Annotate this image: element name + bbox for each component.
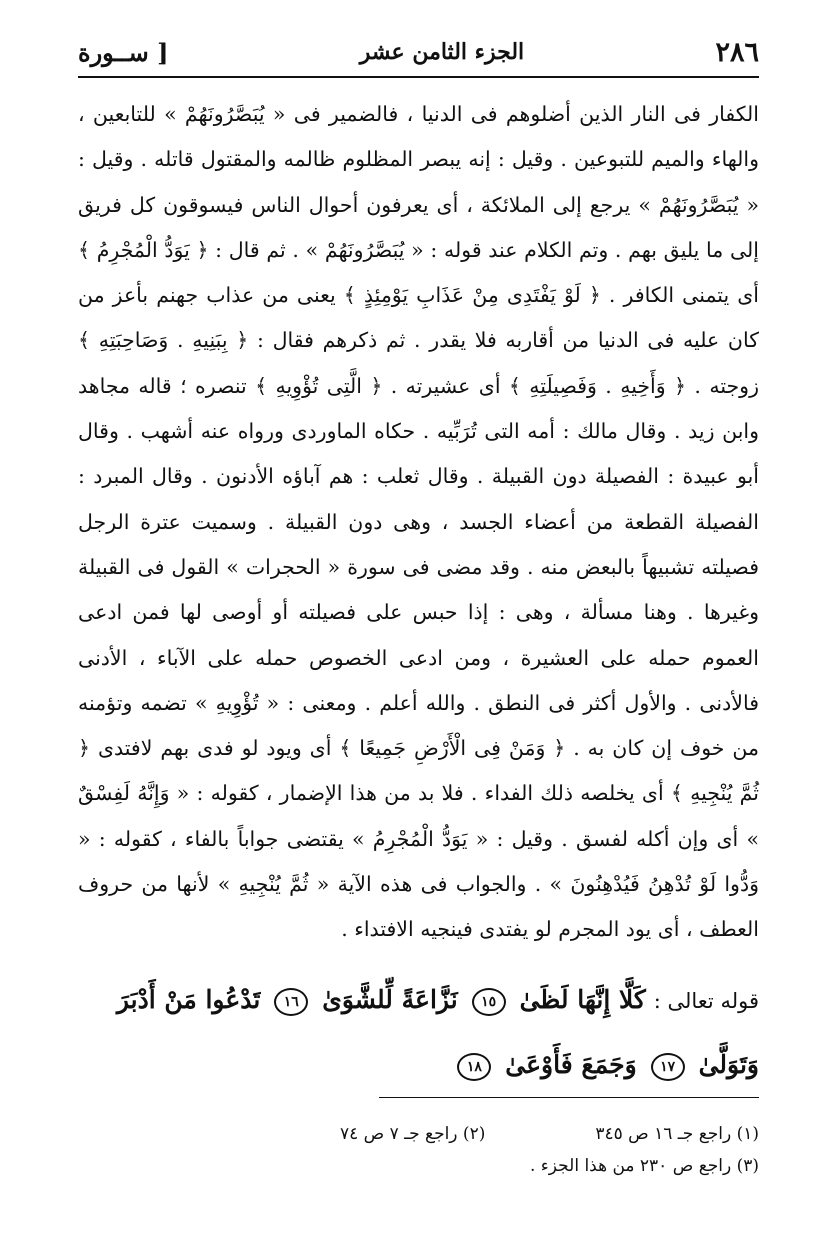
footnotes	[78, 1118, 759, 1182]
footnote-1: (١) راجع جـ ١٦ ص ٣٤٥	[595, 1124, 759, 1144]
page-header	[78, 30, 759, 74]
footnote-divider	[379, 1097, 759, 1098]
commentary-body	[78, 92, 759, 953]
surah-label: [ ســورة	[78, 37, 169, 67]
verse-text-4: وَجَمَعَ فَأَوْعَىٰ	[505, 1050, 637, 1079]
running-title: الجزء الثامن عشر	[359, 39, 525, 65]
ayah-number-marker: ١٨	[457, 1053, 491, 1081]
page-number: ٢٨٦	[715, 36, 759, 68]
header-divider	[78, 76, 759, 78]
verse-text-2: نَزَّاعَةً لِّلشَّوَىٰ	[322, 985, 458, 1014]
commentary-paragraph: الكفار فى النار الذين أضلوهم فى الدنيا ، فالضمير فى « يُبَصَّرُونَهُمْ » للتابعين ، والهاء والميم للتبوعين . وقيل : إنه يبصر المظلوم ظالمه والمقتول قاتله . وقيل : « يُبَصَّرُونَهُمْ » يرجع إلى الملائكة ، أى يعرفون أحوال الناس فيسوقون كل فريق إلى ما يليق بهم . وتم الكلام عند قوله : « يُبَصَّرُونَهُمْ » . ثم قال : ﴿ يَوَدُّ الْمُجْرِمُ ﴾ أى يتمنى الكافر . ﴿ لَوْ يَفْتَدِى مِنْ عَذَابِ يَوْمِئِذٍ ﴾ يعنى من عذاب جهنم بأعز من كان عليه فى الدنيا من أقاربه فلا يقدر . ثم ذكرهم فقال : ﴿ بِبَنِيهِ . وَصَاحِبَتِهِ ﴾ زوجته . ﴿ وَأَخِيهِ . وَفَصِيلَتِهِ ﴾ أى عشيرته . ﴿ الَّتِى تُؤْوِيهِ ﴾ تنصره ؛ قاله مجاهد وابن زيد . وقال مالك : أمه التى تُرَبِّيه . حكاه الماوردى ورواه عنه أشهب . وقال أبو عبيدة : الفصيلة دون القبيلة . وقال ثعلب : هم آباؤه الأدنون . وقال المبرد : الفصيلة القطعة من أعضاء الجسد ، وهى دون القبيلة . وسميت عترة الرجل فصيلته تشبيهاً بالبعض منه . وقد مضى فى سورة « الحجرات » القول فى القبيلة وغيرها . وهنا مسألة ، وهى : إذا حبس على فصيلته أو أوصى لها فمن ادعى العموم حمله على العشيرة ، ومن ادعى الخصوص حمله على الآباء ، الأدنى فالأدنى . والأول أكثر فى النطق . والله أعلم . ومعنى : « تُؤْوِيهِ » تضمه وتؤمنه من خوف إن كان به . ﴿ وَمَنْ فِى الْأَرْضِ جَمِيعًا ﴾ أى ويود لو فدى بهم لافتدى ﴿ ثُمَّ يُنْجِيهِ ﴾ أى يخلصه ذلك الفداء . فلا بد من هذا الإضمار ، كقوله : « وَإِنَّهُ لَفِسْقٌ » أى وإن أكله لفسق . وقيل : « يَوَدُّ الْمُجْرِمُ » يقتضى جواباً بالفاء ، كقوله : « وَدُّوا لَوْ تُدْهِنُ فَيُدْهِنُونَ » . والجواب فى هذه الآية « ثُمَّ يُنْجِيهِ » لأنها من حروف العطف ، أى يود المجرم لو يفتدى فينجيه الافتداء .	[78, 102, 759, 942]
verse-intro: قوله تعالى :	[653, 989, 759, 1013]
ayah-number-marker: ١٥	[472, 988, 506, 1016]
footnote-row	[78, 1118, 759, 1150]
footnote-2: (٢) راجع جـ ٧ ص ٧٤	[339, 1124, 486, 1144]
quran-verse-block	[78, 968, 759, 1097]
ayah-number-marker: ١٦	[274, 988, 308, 1016]
verse-text-1: كَلَّا إِنَّهَا لَظَىٰ	[519, 985, 646, 1014]
verse-text-3: تَدْعُوا مَنْ أَدْبَرَ وَتَوَلَّىٰ	[116, 985, 759, 1079]
ayah-number-marker: ١٧	[651, 1053, 685, 1081]
footnote-3: (٣) راجع ص ٢٣٠ من هذا الجزء .	[529, 1156, 759, 1176]
